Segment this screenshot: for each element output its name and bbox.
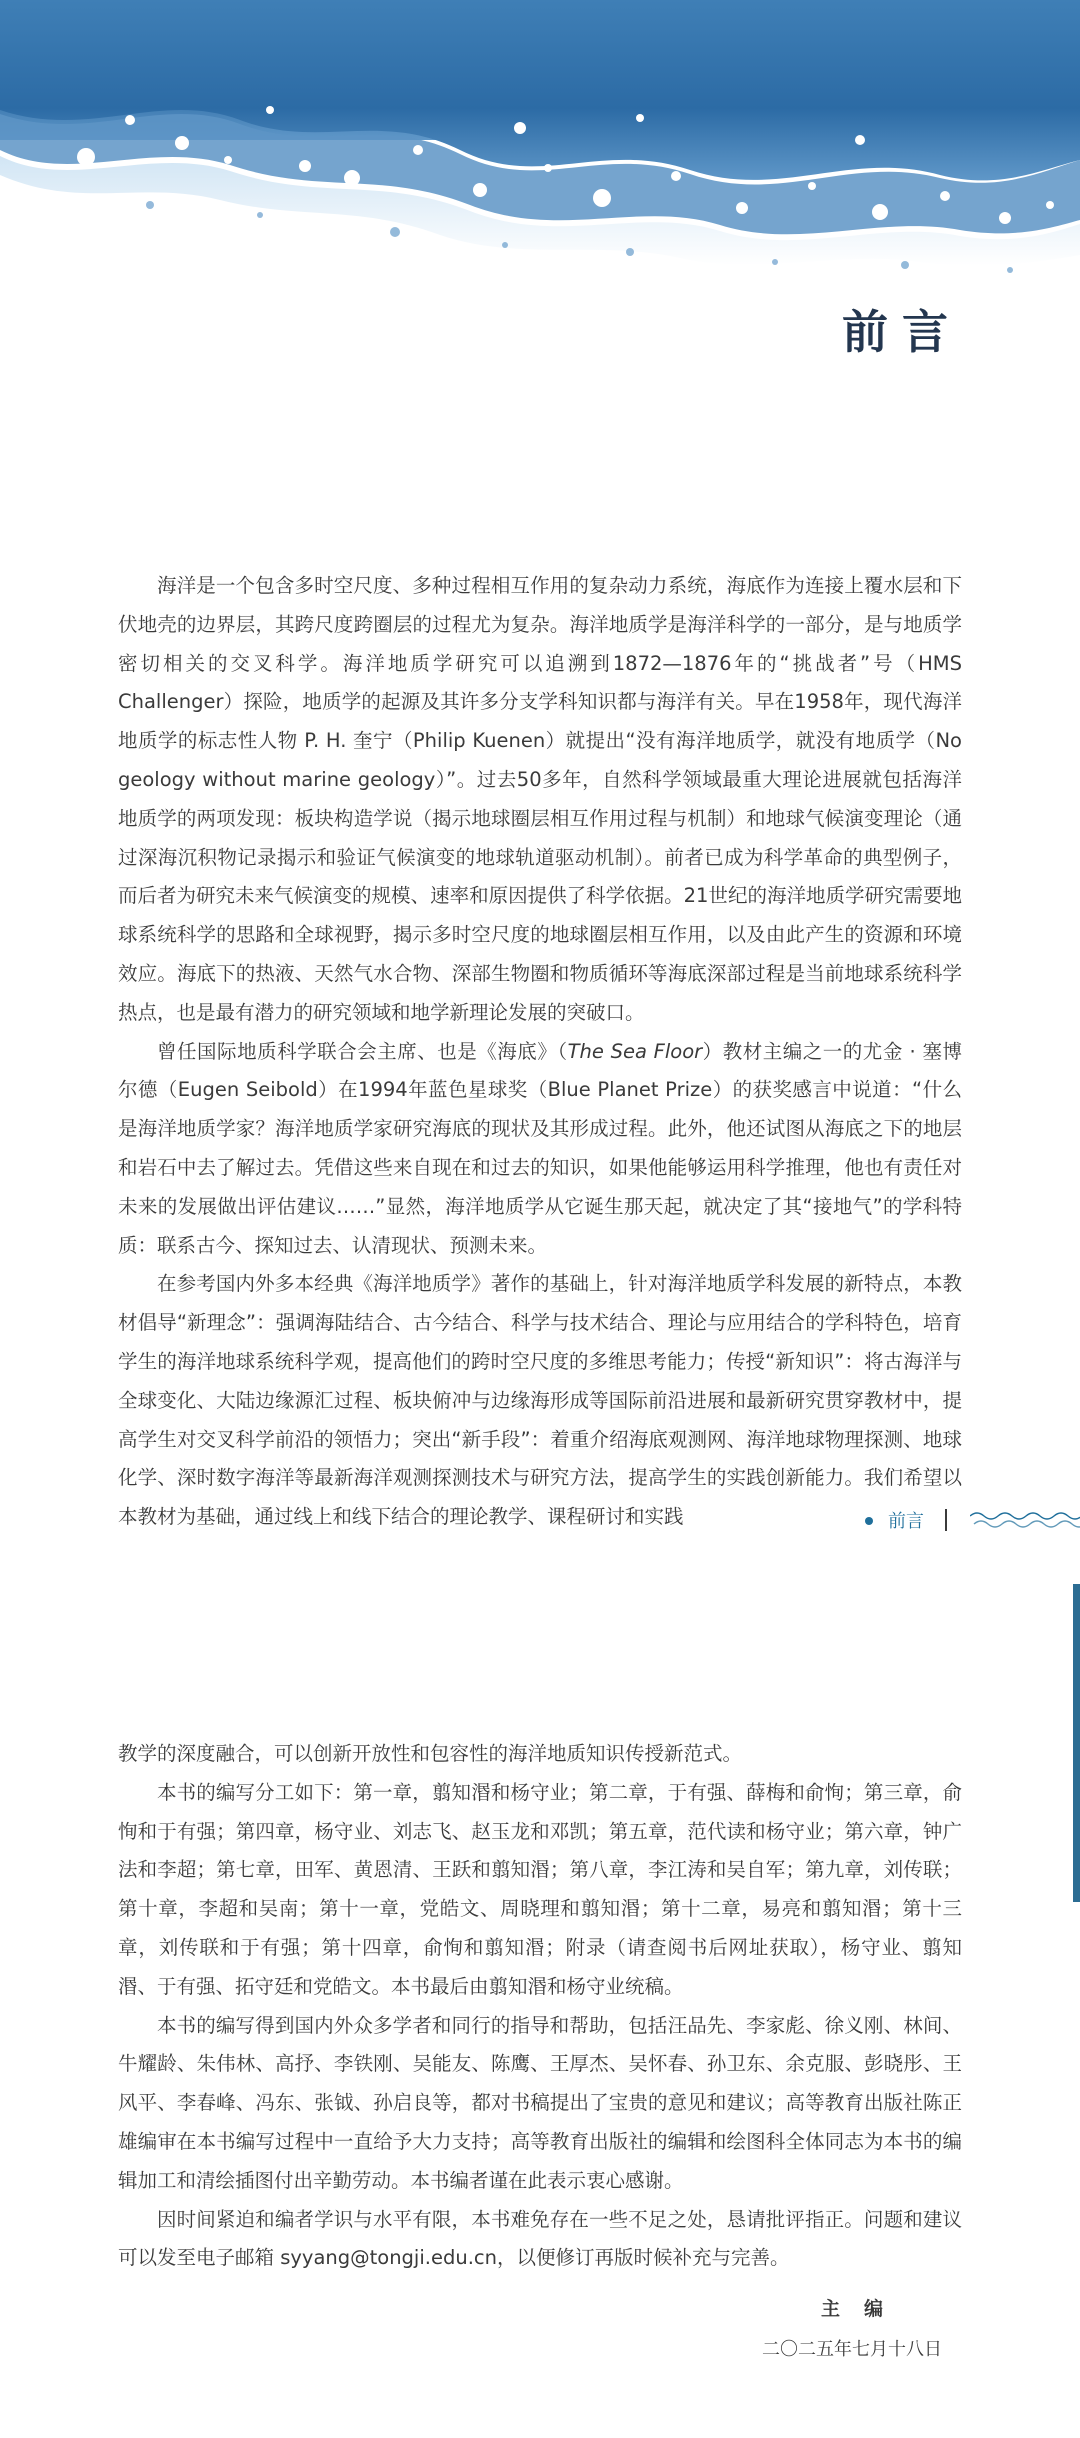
running-footer: [860, 1503, 1080, 1543]
page-title: 前言: [842, 305, 962, 359]
text-span: 曾任国际地质科学联合会主席、也是《海底》（: [157, 1039, 568, 1063]
preface-text-section-2: [118, 1735, 962, 2278]
paragraph: 教学的深度融合，可以创新开放性和包容性的海洋地质知识传授新范式。: [118, 1742, 743, 1765]
paragraph: 本书的编写得到国内外众多学者和同行的指导和帮助，包括汪品先、李家彪、徐义刚、林间、牛耀龄、朱伟林、高抒、李铁刚、吴能友、陈鹰、王厚杰、吴怀春、孙卫东、余克服、彭晓彤、王风平、李春峰、冯东、张钺、孙启良等，都对书稿提出了宝贵的意见和建议；高等教育出版社陈正雄编审在本书编写过程中一直给予大力支持；高等教育出版社的编辑和绘图科全体同志为本书的编辑加工和清绘插图付出辛勤劳动。本书编者谨在此表示衷心感谢。: [118, 2013, 962, 2192]
signoff-date: 二〇二五年七月十八日: [762, 2339, 942, 2360]
ocean-wave-banner: [0, 0, 1080, 330]
wave-line-icon: [970, 1507, 1080, 1533]
preface-text-section-1: [118, 567, 962, 1537]
signoff: [742, 2294, 962, 2361]
paragraph: 在参考国内外多本经典《海洋地质学》著作的基础上，针对海洋地质学科发展的新特点，本教材倡导“新理念”：强调海陆结合、古今结合、科学与技术结合、理论与应用结合的学科特色，培育学生的海洋地球系统科学观，提高他们的跨时空尺度的多维思考能力；传授“新知识”：将古海洋与全球变化、大陆边缘源汇过程、板块俯冲与边缘海形成等国际前沿进展和最新研究贯穿教材中，提高学生对交叉科学前沿的领悟力；突出“新手段”：着重介绍海底观测网、海洋地球物理探测、地球化学、深时数字海洋等最新海洋观测探测技术与研究方法，提高学生的实践创新能力。我们希望以本教材为基础，通过线上和线下结合的理论教学、课程研讨和实践: [118, 1272, 962, 1529]
paragraph: 海洋是一个包含多时空尺度、多种过程相互作用的复杂动力系统，海底作为连接上覆水层和下伏地壳的边界层，其跨尺度跨圈层的过程尤为复杂。海洋地质学是海洋科学的一部分，是与地质学密切相关的交叉科学。海洋地质学研究可以追溯到1872—1876年的“挑战者”号（HMS Challenger）探险，地质学的起源及其许多分支学科知识都与海洋有关。早在1958年，现代海洋地质学的标志性人物 P. H. 奎宁（Philip Kuenen）就提出“没有海洋地质学，就没有地质学（No geology without marine geology）”。过去50多年，自然科学领域最重大理论进展就包括海洋地质学的两项发现：板块构造学说（揭示地球圈层相互作用过程与机制）和地球气候演变理论（通过深海沉积物记录揭示和验证气候演变的地球轨道驱动机制）。前者已成为科学革命的典型例子，而后者为研究未来气候演变的规模、速率和原因提供了科学依据。21世纪的海洋地质学研究需要地球系统科学的思路和全球视野，揭示多时空尺度的地球圈层相互作用，以及由此产生的资源和环境效应。海底下的热液、天然气水合物、深部生物圈和物质循环等海底深部过程是当前地球系统科学热点，也是最有潜力的研究领域和地学新理论发展的突破口。: [118, 574, 962, 1024]
footer-label: 前言: [888, 1511, 924, 1532]
bullet-dot-icon: [865, 1517, 873, 1525]
book-title: The Sea Floor: [567, 1039, 703, 1063]
signoff-role: 主编: [820, 2298, 907, 2320]
divider: [945, 1509, 947, 1531]
text-span: ）教材主编之一的尤金 · 塞博尔德（Eugen Seibold）在1994年蓝色星球奖（Blue Planet Prize）的获奖感言中说道：“什么是海洋地质学家？海洋地质学家研究海底的现状及其形成过程。此外，他还试图从海底之下的地层和岩石中去了解过去。凭借这些来自现在和过去的知识，如果他能够运用科学推理，他也有责任对未来的发展做出评估建议……”显然，海洋地质学从它诞生那天起，就决定了其“接地气”的学科特质：联系古今、探知过去、认清现状、预测未来。: [118, 1039, 962, 1257]
paragraph: 因时间紧迫和编者学识与水平有限，本书难免存在一些不足之处，恳请批评指正。问题和建议可以发至电子邮箱 syyang@tongji.edu.cn，以便修订再版时候补充与完善。: [118, 2207, 962, 2270]
paragraph: [118, 1033, 962, 1266]
page-edge-tab: [1073, 1584, 1080, 1902]
paragraph: 本书的编写分工如下：第一章，翦知湣和杨守业；第二章，于有强、薛梅和俞恂；第三章，俞恂和于有强；第四章，杨守业、刘志飞、赵玉龙和邓凯；第五章，范代读和杨守业；第六章，钟广法和李超；第七章，田军、黄恩清、王跃和翦知湣；第八章，李江涛和吴自军；第九章，刘传联；第十章，李超和吴南；第十一章，党皓文、周晓理和翦知湣；第十二章，易亮和翦知湣；第十三章，刘传联和于有强；第十四章，俞恂和翦知湣；附录（请查阅书后网址获取），杨守业、翦知湣、于有强、拓守廷和党皓文。本书最后由翦知湣和杨守业统稿。: [118, 1780, 962, 1998]
